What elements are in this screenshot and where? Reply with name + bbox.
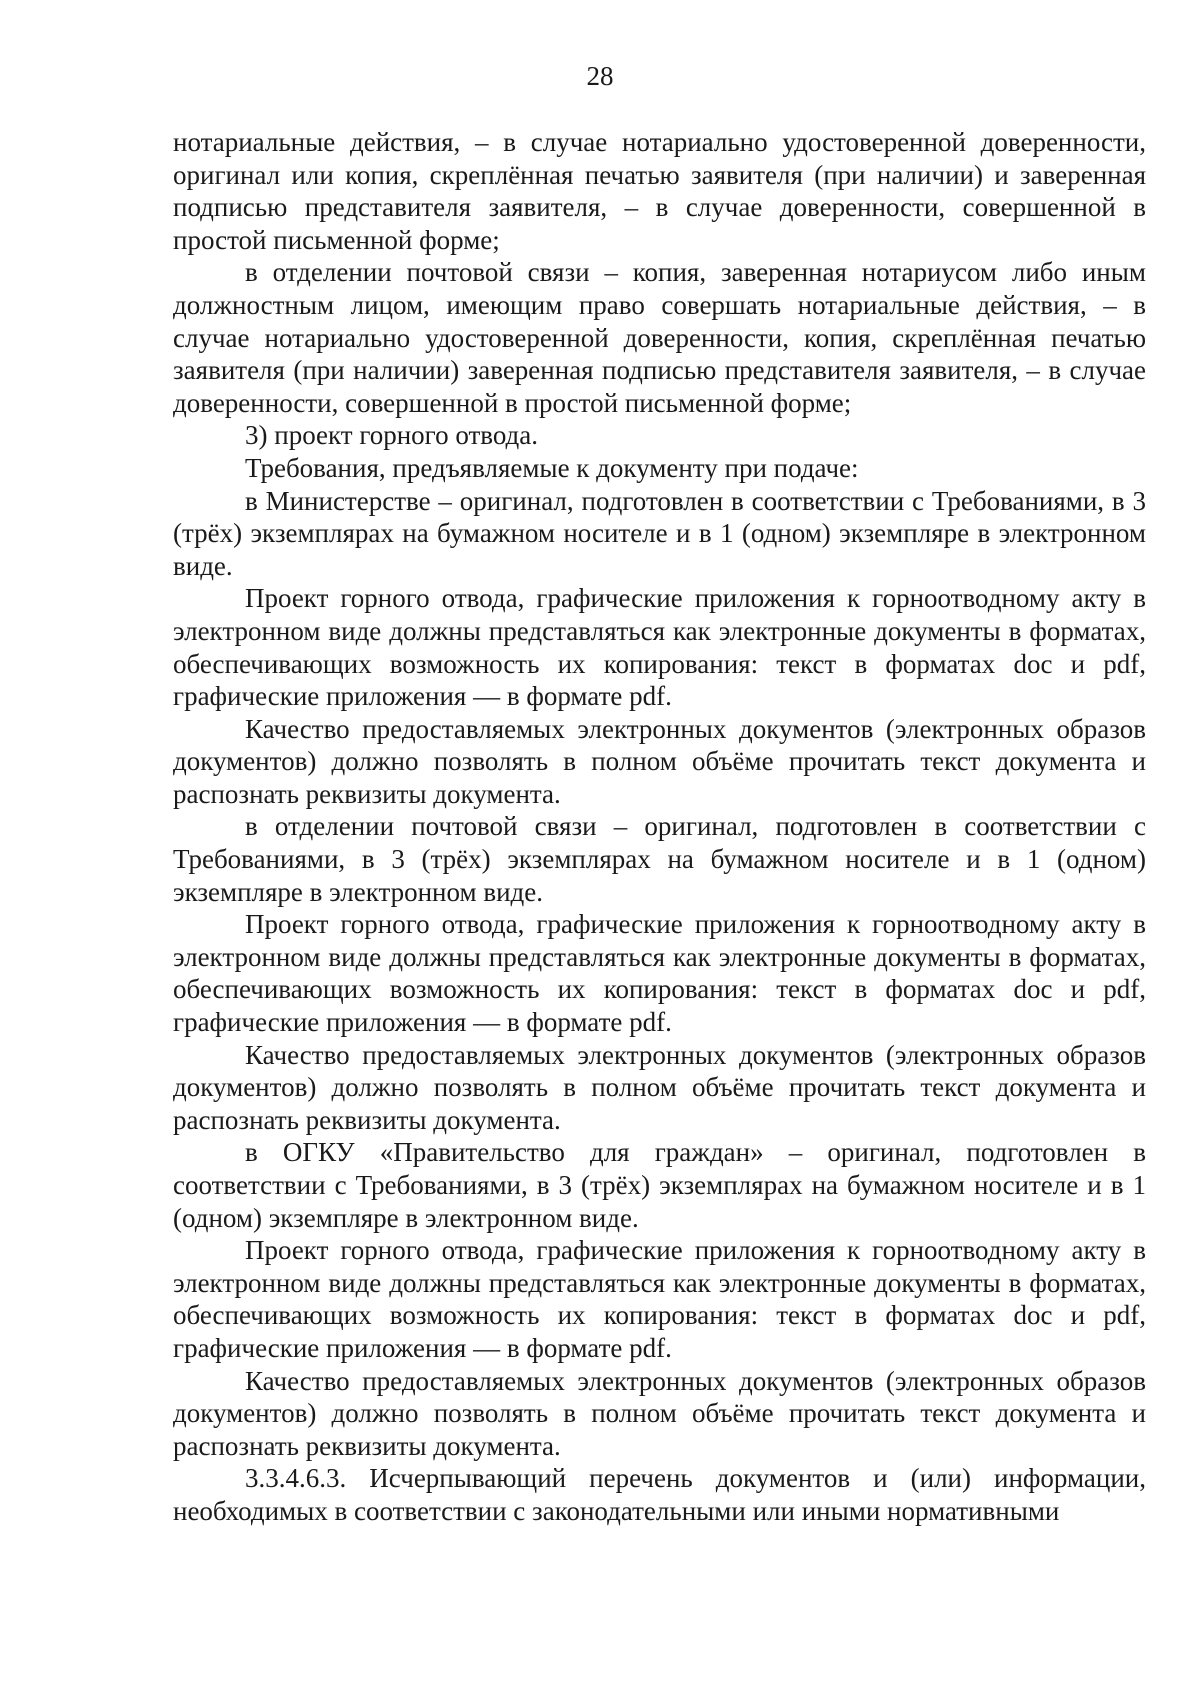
paragraph: в отделении почтовой связи – копия, заверенная нотариусом либо иным должностным лицом, имеющим право совершать нотариальные действия, – в случае нотариально удостоверенной доверенности, копия, скреплённая печатью заявителя (при наличии) заверенная подписью представителя заявителя, – в случае доверенности, совершенной в простой письменной форме; — [173, 257, 1146, 418]
document-body — [173, 126, 1146, 1528]
paragraph: в Министерстве – оригинал, подготовлен в соответствии с Требованиями, в 3 (трёх) экземплярах на бумажном носителе и в 1 (одном) экземпляре в электронном виде. — [173, 485, 1146, 581]
paragraph: Качество предоставляемых электронных документов (электронных образов документов) должно позволять в полном объёме прочитать текст документа и распознать реквизиты документа. — [173, 1039, 1146, 1135]
page-number: 28 — [586, 61, 614, 91]
paragraph: Проект горного отвода, графические приложения к горноотводному акту в электронном виде должны представляться как электронные документы в форматах, обеспечивающих возможность их копирования: текст в форматах doc и pdf, графические приложения — в формате pdf. — [173, 583, 1146, 712]
paragraph: Проект горного отвода, графические приложения к горноотводному акту в электронном виде должны представляться как электронные документы в форматах, обеспечивающих возможность их копирования: текст в форматах doc и pdf, графические приложения — в формате pdf. — [173, 909, 1146, 1038]
list-item: 3) проект горного отвода. — [245, 420, 539, 451]
paragraph: в ОГКУ «Правительство для граждан» – оригинал, подготовлен в соответствии с Требованиями, в 3 (трёх) экземплярах на бумажном носителе и в 1 (одном) экземпляре в электронном виде. — [173, 1137, 1146, 1233]
section-heading: 3.3.4.6.3. Исчерпывающий перечень документов и (или) информации, необходимых в соответствии с законодательными или иными нормативными — [173, 1463, 1146, 1526]
paragraph: Качество предоставляемых электронных документов (электронных образов документов) должно позволять в полном объёме прочитать текст документа и распознать реквизиты документа. — [173, 713, 1146, 809]
paragraph: нотариальные действия, – в случае нотариально удостоверенной доверенности, оригинал или копия, скреплённая печатью заявителя (при наличии) и заверенная подписью представителя заявителя, – в случае доверенности, совершенной в простой письменной форме; — [173, 127, 1146, 255]
paragraph: в отделении почтовой связи – оригинал, подготовлен в соответствии с Требованиями, в 3 (трёх) экземплярах на бумажном носителе и в 1 (одном) экземпляре в электронном виде. — [173, 811, 1146, 907]
paragraph: Требования, предъявляемые к документу при подаче: — [245, 452, 859, 483]
paragraph: Проект горного отвода, графические приложения к горноотводному акту в электронном виде должны представляться как электронные документы в форматах, обеспечивающих возможность их копирования: текст в форматах doc и pdf, графические приложения — в формате pdf. — [173, 1235, 1146, 1363]
paragraph: Качество предоставляемых электронных документов (электронных образов документов) должно позволять в полном объёме прочитать текст документа и распознать реквизиты документа. — [173, 1365, 1146, 1461]
